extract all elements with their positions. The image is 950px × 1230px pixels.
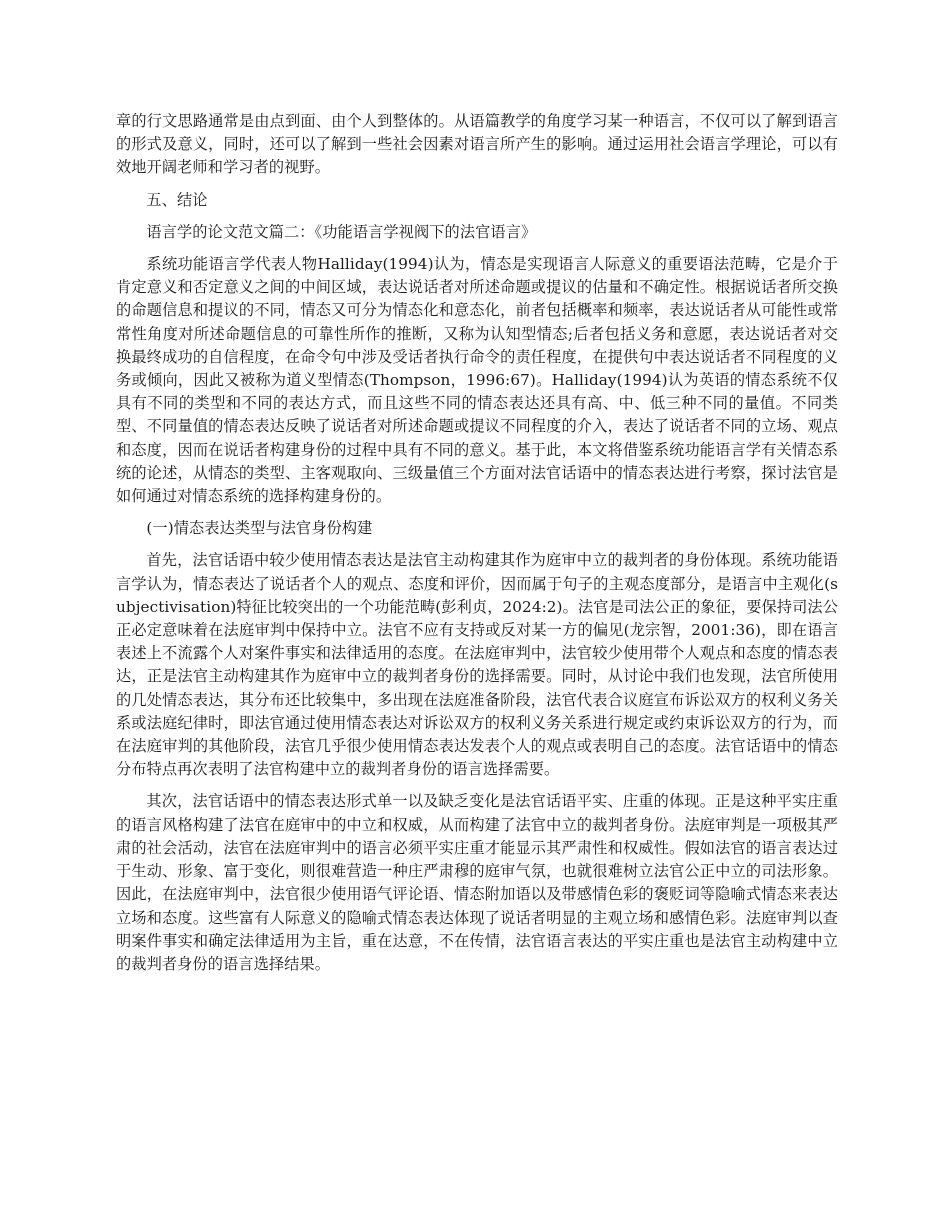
body-paragraph-continued: 章的行文思路通常是由点到面、由个人到整体的。从语篇教学的角度学习某一种语言，不仅可以了解到语言的形式及意义，同时，还可以了解到一些社会因素对语言所产生的影响。通过运用社会语言学理论，可以有效地开阔老师和学习者的视野。 [116, 112, 838, 177]
article-title-line: 语言学的论文范文篇二：《功能语言学视阀下的法官语言》 [146, 222, 537, 241]
section-heading-conclusion: 五、结论 [146, 190, 208, 209]
body-paragraph-second: 其次，法官话语中的情态表达形式单一以及缺乏变化是法官话语平实、庄重的体现。正是这种平实庄重的语言风格构建了法官在庭审中的中立和权威，从而构建了法官中立的裁判者身份。法庭审判是一项极其严肃的社会活动，法官在法庭审判中的语言必须平实庄重才能显示其严肃性和权威性。假如法官的语言表达过于生动、形象、富于变化，则很难营造一种庄严肃穆的庭审气氛，也就很难树立法官公正中立的司法形象。因此，在法庭审判中，法官很少使用语气评论语、情态附加语以及带感情色彩的褒贬词等隐喻式情态来表达立场和态度。这些富有人际意义的隐喻式情态表达体现了说话者明显的主观立场和感情色彩。法庭审判以查明案件事实和确定法律适用为主旨，重在达意，不在传情，法官语言表达的平实庄重也是法官主动构建中立的裁判者身份的语言选择结果。 [116, 792, 838, 973]
body-paragraph-halliday: 系统功能语言学代表人物Halliday(1994)认为，情态是实现语言人际意义的重要语法范畴，它是介于肯定意义和否定意义之间的中间区域，表达说话者对所述命题或提议的估量和不确定性。根据说话者所交换的命题信息和提议的不同，情态又可分为情态化和意态化，前者包括概率和频率，表达说话者从可能性或常常性角度对所述命题信息的可靠性所作的推断，又称为认知型情态;后者包括义务和意愿，表达说话者对交换最终成功的自信程度，在命令句中涉及受话者执行命令的责任程度，在提供句中表达说话者不同程度的义务或倾向，因此又被称为道义型情态(Thompson，1996:67)。Halliday(1994)认为英语的情态系统不仅具有不同的类型和不同的表达方式，而且这些不同的情态表达还具有高、中、低三种不同的量值。不同类型、不同量值的情态表达反映了说话者对所述命题或提议不同程度的介入，表达了说话者不同的立场、观点和态度，因而在说话者构建身份的过程中具有不同的意义。基于此，本文将借鉴系统功能语言学有关情态系统的论述，从情态的类型、主客观取向、三级量值三个方面对法官话语中的情态表达进行考察，探讨法官是如何通过对情态系统的选择构建身份的。 [116, 255, 838, 506]
body-paragraph-first: 首先，法官话语中较少使用情态表达是法官主动构建其作为庭审中立的裁判者的身份体现。系统功能语言学认为，情态表达了说话者个人的观点、态度和评价，因而属于句子的主观态度部分，是语言中主观化(subjectivisation)特征比较突出的一个功能范畴(彭利贞，2024:2)。法官是司法公正的象征，要保持司法公正必定意味着在法庭审判中保持中立。法官不应有支持或反对某一方的偏见(龙宗智，2001:36)，即在语言表述上不流露个人对案件事实和法律适用的态度。在法庭审判中，法官较少使用带个人观点和态度的情态表达，正是法官主动构建其作为庭审中立的裁判者身份的选择需要。同时，从讨论中我们也发现，法官所使用的几处情态表达，其分布还比较集中，多出现在法庭准备阶段，法官代表合议庭宣布诉讼双方的权利义务关系或法庭纪律时，即法官通过使用情态表达对诉讼双方的权利义务关系进行规定或约束诉讼双方的行为，而在法庭审判的其他阶段，法官几乎很少使用情态表达发表个人的观点或表明自己的态度。法官话语中的情态分布特点再次表明了法官构建中立的裁判者身份的语言选择需要。 [116, 551, 838, 779]
document-page [116, 110, 838, 985]
subsection-heading-modality-types: (一)情态表达类型与法官身份构建 [146, 519, 373, 538]
